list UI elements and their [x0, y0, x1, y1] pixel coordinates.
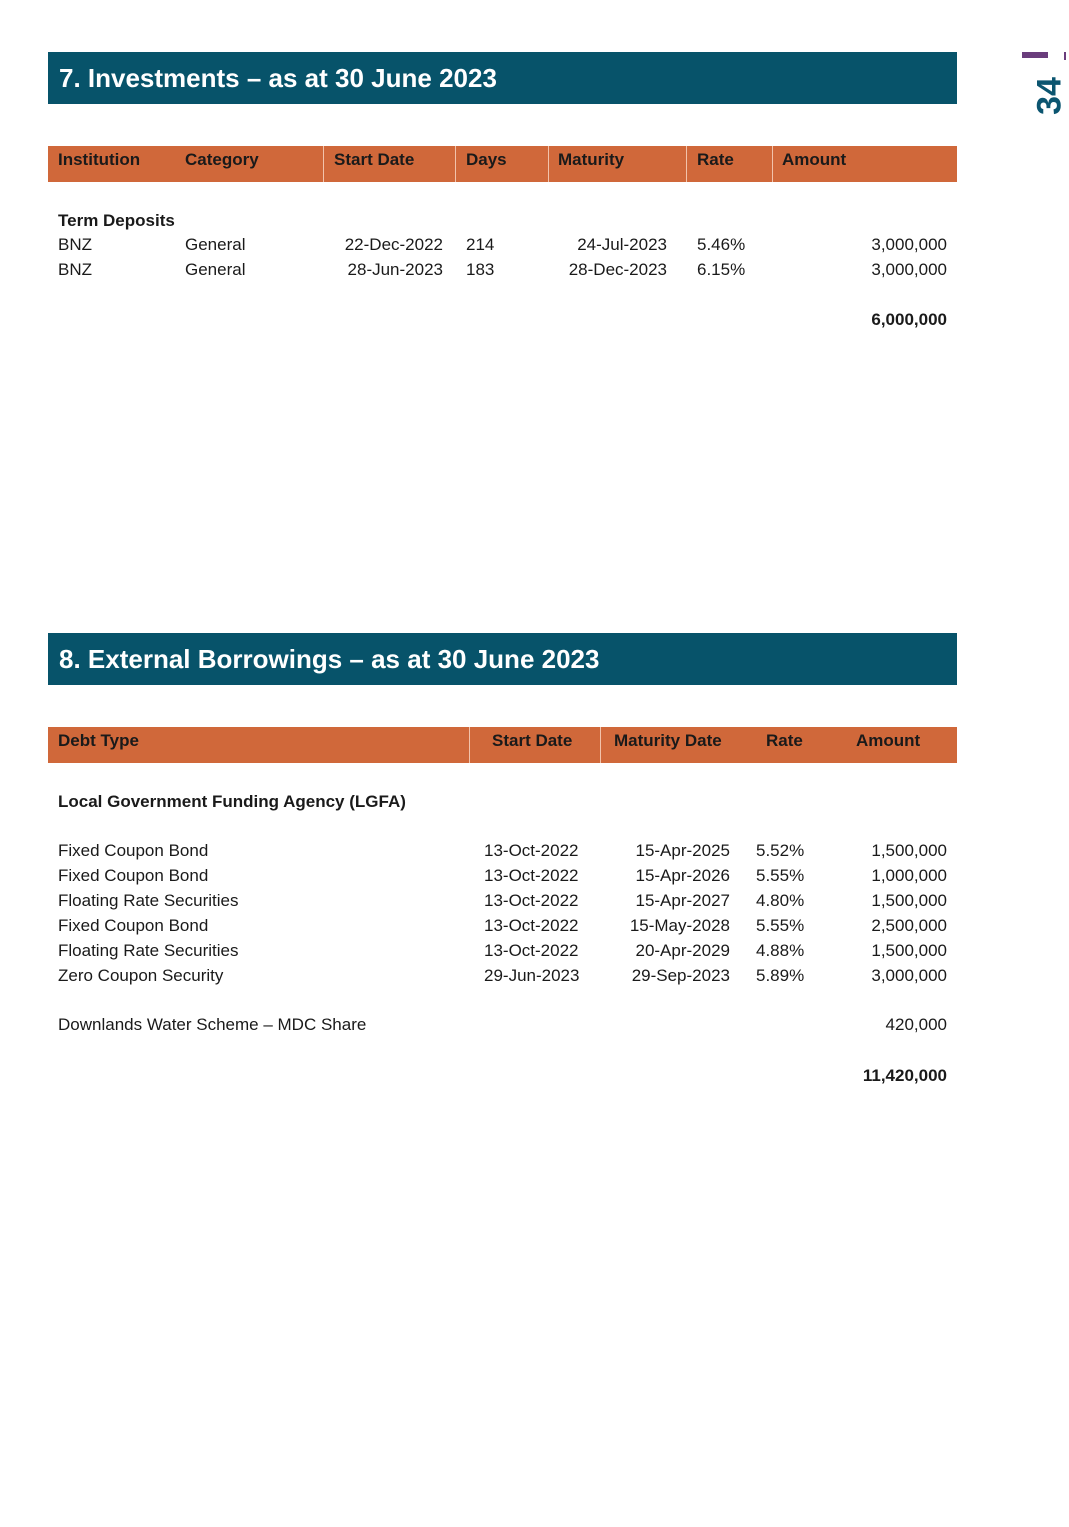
rate-cell: 5.55% [756, 916, 805, 935]
page-marker-tick [1064, 52, 1066, 60]
maturity-date-cell: 20-Apr-2029 [635, 941, 730, 960]
column-separator [548, 146, 549, 182]
rate-cell: 4.88% [756, 941, 805, 960]
column-separator [323, 146, 324, 182]
amount-cell: 1,500,000 [871, 891, 947, 910]
start-date-cell: 13-Oct-2022 [484, 841, 579, 860]
maturity-date-cell: 15-May-2028 [629, 916, 730, 935]
debt-type-cell: Zero Coupon Security [58, 966, 224, 985]
category-cell: General [185, 260, 246, 279]
maturity-date-cell: 15-Apr-2026 [635, 866, 730, 885]
column-header-start-date: Start Date [492, 731, 573, 750]
amount-cell: 1,500,000 [871, 841, 947, 860]
debt-type-cell: Fixed Coupon Bond [58, 916, 209, 935]
borrowings-total: 11,420,000 [862, 1066, 947, 1085]
column-header-institution: Institution [58, 150, 141, 169]
column-header-days: Days [466, 150, 507, 169]
other-borrowing-label: Downlands Water Scheme – MDC Share [58, 1015, 367, 1034]
start-date-cell: 13-Oct-2022 [484, 891, 579, 910]
rate-cell: 4.80% [756, 891, 805, 910]
amount-cell: 3,000,000 [871, 260, 947, 279]
debt-type-cell: Floating Rate Securities [58, 891, 239, 910]
start-date-cell: 22-Dec-2022 [344, 235, 443, 254]
maturity-cell: 28-Dec-2023 [568, 260, 667, 279]
debt-type-cell: Fixed Coupon Bond [58, 866, 209, 885]
borrowings-section-title: 8. External Borrowings – as at 30 June 2023 [48, 633, 957, 685]
investments-table-header [48, 146, 957, 182]
days-cell: 214 [466, 235, 495, 254]
other-borrowing-amount: 420,000 [885, 1015, 947, 1034]
rate-cell: 5.55% [756, 866, 805, 885]
rate-cell: 6.15% [697, 260, 746, 279]
amount-cell: 3,000,000 [871, 235, 947, 254]
page-number-badge [1022, 52, 1069, 122]
column-header-rate: Rate [697, 150, 734, 169]
rate-cell: 5.52% [756, 841, 805, 860]
maturity-date-cell: 29-Sep-2023 [631, 966, 730, 985]
maturity-date-cell: 15-Apr-2025 [635, 841, 730, 860]
investments-section-title: 7. Investments – as at 30 June 2023 [48, 52, 957, 104]
amount-cell: 1,500,000 [871, 941, 947, 960]
amount-cell: 3,000,000 [871, 966, 947, 985]
start-date-cell: 13-Oct-2022 [484, 941, 579, 960]
maturity-date-cell: 15-Apr-2027 [635, 891, 730, 910]
borrowings-table-header [48, 727, 957, 763]
category-cell: General [185, 235, 246, 254]
column-separator [686, 146, 687, 182]
days-cell: 183 [466, 260, 495, 279]
column-separator [600, 727, 601, 763]
rate-cell: 5.46% [697, 235, 746, 254]
institution-cell: BNZ [58, 260, 92, 279]
debt-type-cell: Fixed Coupon Bond [58, 841, 209, 860]
column-header-amount: Amount [856, 731, 921, 750]
start-date-cell: 13-Oct-2022 [484, 916, 579, 935]
maturity-cell: 24-Jul-2023 [577, 235, 667, 254]
debt-type-cell: Floating Rate Securities [58, 941, 239, 960]
column-header-amount: Amount [782, 150, 847, 169]
column-header-category: Category [185, 150, 259, 169]
amount-cell: 2,500,000 [871, 916, 947, 935]
rate-cell: 5.89% [756, 966, 805, 985]
column-separator [772, 146, 773, 182]
institution-cell: BNZ [58, 235, 92, 254]
investments-total: 6,000,000 [871, 310, 947, 329]
page-number: 34 [1030, 77, 1069, 115]
column-header-maturity-date: Maturity Date [614, 731, 722, 750]
column-header-start-date: Start Date [334, 150, 415, 169]
start-date-cell: 13-Oct-2022 [484, 866, 579, 885]
start-date-cell: 28-Jun-2023 [347, 260, 443, 279]
page-marker-bar [1022, 52, 1048, 58]
column-separator [469, 727, 470, 763]
column-header-rate: Rate [766, 731, 803, 750]
amount-cell: 1,000,000 [871, 866, 947, 885]
start-date-cell: 29-Jun-2023 [484, 966, 580, 985]
column-header-maturity: Maturity [558, 150, 625, 169]
column-separator [455, 146, 456, 182]
borrowings-group-label: Local Government Funding Agency (LGFA) [58, 792, 406, 811]
investments-group-label: Term Deposits [58, 211, 175, 230]
column-header-debt-type: Debt Type [58, 731, 139, 750]
